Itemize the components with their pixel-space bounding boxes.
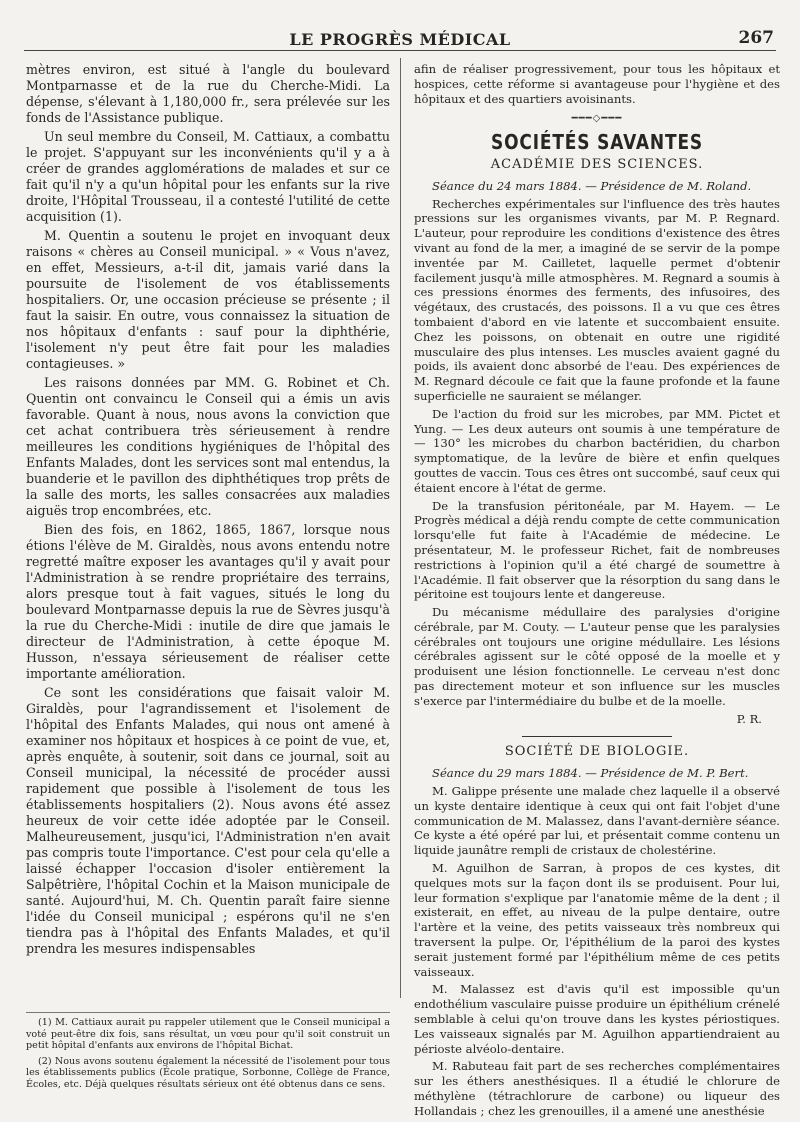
footnote: (1) M. Cattiaux aurait pu rappeler utilement que le Conseil municipal a voté peut-être dix fois, sans résultat, un vœu pour qu'il soit construit un petit hôpital d'enfants aux environs de l'hôpital Bichat. [26, 1017, 390, 1052]
paragraph: afin de réaliser progressivement, pour tous les hôpitaux et hospices, cette réforme si avantageuse pour l'hygiène et des hôpitaux et des quartiers avoisinants. [414, 62, 780, 106]
academie-title: ACADÉMIE DES SCIENCES. [490, 156, 704, 172]
paragraph: De l'action du froid sur les microbes, par MM. Pictet et Yung. — Les deux auteurs ont soumis à une température de — 130° les microbes du charbon bactéridien, du charbon symptomatique, de la levûre de bière et enfin quelques gouttes de vaccin. Tous ces êtres ont succombé, sauf ceux qui étaient encore à l'état de germe. [414, 406, 780, 495]
paragraph: M. Rabuteau fait part de ses recherches complémentaires sur les éthers anesthésiques. Il a étudié le chlorure de méthylène (tétrachlorure de carbone) ou liqueur des Hollandais ; chez les grenouilles, il a amené une anesthésie [414, 1059, 780, 1118]
paragraph: M. Aguilhon de Sarran, à propos de ces kystes, dit quelques mots sur la façon dont ils se produisent. Pour lui, leur formation s'explique par l'anatomie même de la dent ; il existerait, en effet, au niveau de la pulpe dentaire, outre l'artère et la veine, des petits vaisseaux très nombreux qui traversent la pulpe. Or, l'épithélium de la paroi des kystes serait justement formé par l'épithélium même de ces petits vaisseaux. [414, 861, 780, 979]
running-header [24, 28, 776, 51]
ornament-divider: ━━━◇━━━ [571, 113, 623, 125]
journal-title: LE PROGRÈS MÉDICAL [289, 30, 511, 49]
paragraph: mètres environ, est situé à l'angle du boulevard Montparnasse et de la rue du Cherche-Midi. La dépense, s'élevant à 1,180,000 fr., sera prélevée sur les fonds de l'Assistance publique. [26, 62, 390, 125]
page-number: 267 [738, 28, 774, 48]
paragraph: De la transfusion péritonéale, par M. Hayem. — Le Progrès médical a déjà rendu compte de cette communication lorsqu'elle fut faite à l'Académie de médecine. Le présentateur, M. le professeur Richet, fait de nombreuses restrictions à l'opinion qu'il a été chargé de soumettre à l'Académie. Il fait observer que la résorption du sang dans le péritoine est toujours lente et dangereuse. [414, 498, 780, 602]
paragraph: M. Quentin a soutenu le projet en invoquant deux raisons « chères au Conseil municipal. » « Vous n'avez, en effet, Messieurs, a-t-il dit, jamais varié dans la poursuite de l'isolement de vos établissements hospitaliers. Or, une occasion précieuse se présente ; il faut la saisir. En outre, vous connaissez la situation de nos hôpitaux d'enfants : sauf pour la diphthérie, l'isolement n'y peut être fait pour les maladies contagieuses. » [26, 228, 390, 371]
footnotes [26, 1012, 390, 1095]
paragraph: M. Malassez est d'avis qu'il est impossible qu'un endothélium vasculaire puisse produire un épithélium crénelé semblable à celui qu'on trouve dans les kystes périostiques. Les vaisseaux signalés par M. Aguilhon appartiendraient au périoste alvéolo-dentaire. [414, 982, 780, 1056]
section-rule [522, 736, 672, 737]
paragraph: Ce sont les considérations que faisait valoir M. Giraldès, pour l'agrandissement et l'isolement de l'hôpital des Enfants Malades, qui nous ont amené à examiner nos hôpitaux et hospices à ce point de vue, et, après enquête, à soutenir, soit dans ce journal, soit au Conseil municipal, la nécessité de procéder aussi rapidement que possible à l'isolement de tous les établissements hospitaliers (2). Nous avons été assez heureux de voir cette idée adoptée par le Conseil. Malheureusement, jusqu'ici, l'Administration n'en avait pas compris toute l'importance. C'est pour cela qu'elle a laissé échapper l'occasion d'isoler entièrement la Salpêtrière, l'hôpital Cochin et la Maison municipale de santé. Aujourd'hui, M. Ch. Quentin paraît faire sienne l'idée du Conseil municipal ; espérons qu'il ne s'en tiendra pas à l'hôpital des Enfants Malades, et qu'il prendra les mesures indispensables [26, 685, 390, 956]
seance-line: Séance du 29 mars 1884. — Présidence de M. P. Bert. [432, 766, 749, 781]
right-column [414, 62, 780, 1122]
section-title: SOCIÉTÉS SAVANTES [490, 130, 704, 155]
paragraph: Les raisons données par MM. G. Robinet et Ch. Quentin ont convaincu le Conseil qui a émis un avis favorable. Quant à nous, nous avons la conviction que cet achat contribuera très sérieusement à rendre meilleures les conditions hygiéniques de l'hôpital des Enfants Malades, dont les services sont mal entendus, la buanderie et le pavillon des diphthétiques trop prêts de la salle des morts, les salles consacrées aux maladies aiguës trop encombrées, etc. [26, 375, 390, 518]
column-divider [400, 58, 401, 998]
paragraph: Du mécanisme médullaire des paralysies d'origine cérébrale, par M. Couty. — L'auteur pense que les paralysies cérébrales ont toujours une origine médullaire. Les lésions cérébrales agissent sur le côté opposé de la moelle et y produisent une lésion fonctionnelle. Le cerveau n'est donc pas directement moteur et son influence sur les muscles s'exerce par l'intermédiaire du bulbe et de la moelle. [414, 605, 780, 708]
signature: P. R. [736, 711, 762, 726]
left-column [26, 62, 390, 960]
paragraph: M. Galippe présente une malade chez laquelle il a observé un kyste dentaire identique à ceux qui ont fait l'objet d'une communication de M. Malassez, dans l'avant-dernière séance. Ce kyste a été opéré par lui, et présentait comme contenu un liquide jaunâtre rempli de cristaux de cholestérine. [414, 784, 780, 858]
paragraph: Un seul membre du Conseil, M. Cattiaux, a combattu le projet. S'appuyant sur les inconvénients qu'il y a à créer de grandes agglomérations de malades et sur ce fait qu'il n'y a qu'un hôpital pour les enfants sur la rive droite, l'Hôpital Trousseau, il a contesté l'utilité de cette acquisition (1). [26, 129, 390, 224]
biologie-title: SOCIÉTÉ DE BIOLOGIE. [504, 744, 690, 760]
footnote: (2) Nous avons soutenu également la nécessité de l'isolement pour tous les établissements publics (École pratique, Sorbonne, Collège de France, Écoles, etc. Déjà quelques résultats sérieux ont été obtenus dans ce sens. [26, 1055, 390, 1090]
paragraph: Bien des fois, en 1862, 1865, 1867, lorsque nous étions l'élève de M. Giraldès, nous avons entendu notre regretté maître exposer les avantages qu'il y avait pour l'Administration à se rendre propriétaire des terrains, alors presque tout à fait vagues, situés le long du boulevard Montparnasse depuis la rue de Sèvres jusqu'à la rue du Cherche-Midi : inutile de dire que jamais le directeur de l'Administration, à cette époque M. Husson, n'essaya sérieusement de réaliser cette importante amélioration. [26, 522, 390, 681]
seance-line: Séance du 24 mars 1884. — Présidence de M. Roland. [432, 178, 752, 193]
paragraph: Recherches expérimentales sur l'influence des très hautes pressions sur les organismes vivants, par M. P. Regnard. L'auteur, pour reproduire les conditions d'existence des êtres vivant au fond de la mer, a imaginé de se servir de la pompe inventée par M. Cailletet, laquelle permet d'obtenir facilement jusqu'à mille atmosphères. M. Regnard a soumis à ces pressions énormes des ferments, des infusoires, des végétaux, des crustacés, des poissons. Il a vu que ces êtres tombaient d'abord en vie latente et succombaient ensuite. Chez les poissons, on obtenait en outre une rigidité musculaire des plus intenses. Les muscles avaient gagné du poids, ils avaient donc absorbé de l'eau. Des expériences de M. Regnard découle ce fait que la faune profonde et la faune superficielle ne sauraient se mélanger. [414, 196, 780, 403]
